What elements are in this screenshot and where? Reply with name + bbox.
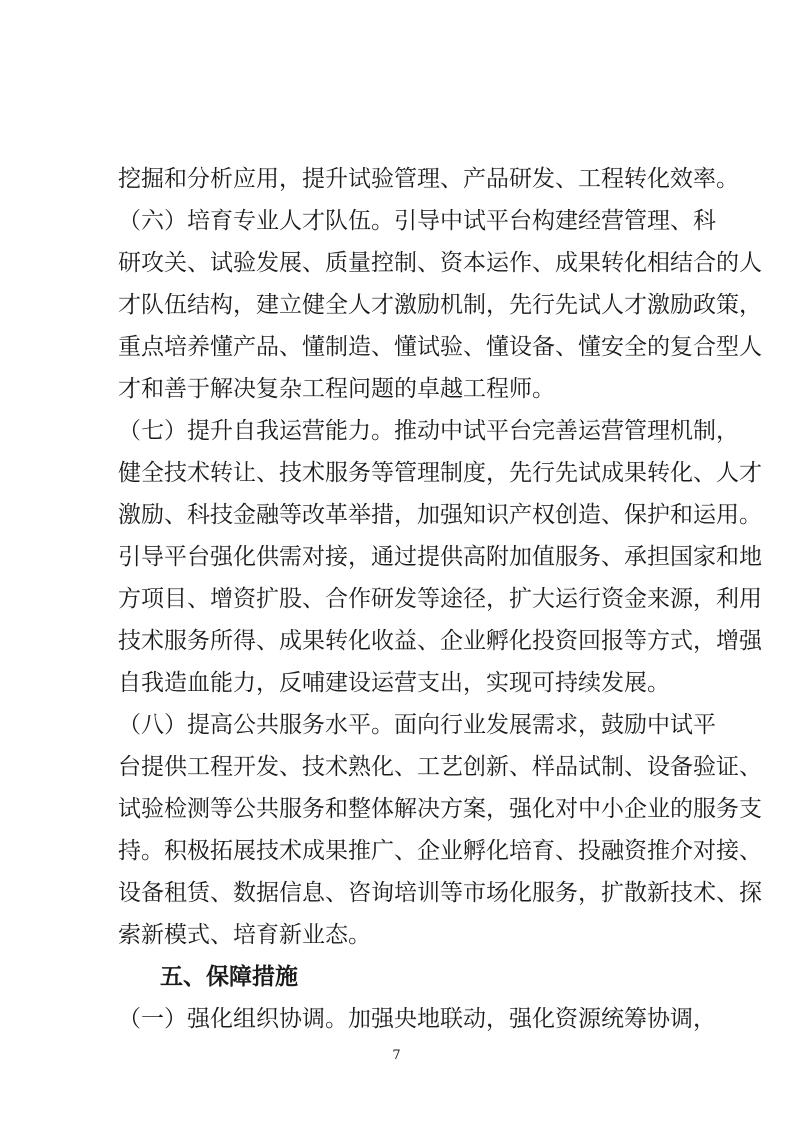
paragraph-line: 试验检测等公共服务和整体解决方案，强化对中小企业的服务支 xyxy=(118,796,762,822)
paragraph-line: （七）提升自我运营能力。推动中试平台完善运营管理机制， xyxy=(118,418,739,444)
paragraph-line: 健全技术转让、技术服务等管理制度，先行先试成果转化、人才 xyxy=(118,460,762,486)
paragraph-line: 研攻关、试验发展、质量控制、资本运作、成果转化相结合的人 xyxy=(118,250,762,276)
paragraph-line: （一）强化组织协调。加强央地联动，强化资源统筹协调， xyxy=(118,1006,716,1032)
paragraph-line: 方项目、增资扩股、合作研发等途径，扩大运行资金来源，利用 xyxy=(118,586,762,612)
paragraph-line: 激励、科技金融等改革举措，加强知识产权创造、保护和运用。 xyxy=(118,502,762,528)
paragraph-line: 技术服务所得、成果转化收益、企业孵化投资回报等方式，增强 xyxy=(118,628,762,654)
page-number: 7 xyxy=(392,1048,401,1063)
paragraph-line: 索新模式、培育新业态。 xyxy=(118,922,371,948)
paragraph-line: （六）培育专业人才队伍。引导中试平台构建经营管理、科 xyxy=(118,208,716,234)
paragraph-line: 挖掘和分析应用，提升试验管理、产品研发、工程转化效率。 xyxy=(118,166,739,192)
paragraph-line: 持。积极拓展技术成果推广、企业孵化培育、投融资推介对接、 xyxy=(118,838,762,864)
section-heading: 五、保障措施 xyxy=(160,964,298,990)
paragraph-line: 设备租赁、数据信息、咨询培训等市场化服务，扩散新技术、探 xyxy=(118,880,762,906)
paragraph-line: 自我造血能力，反哺建设运营支出，实现可持续发展。 xyxy=(118,670,670,696)
paragraph-line: 台提供工程开发、技术熟化、工艺创新、样品试制、设备验证、 xyxy=(118,754,762,780)
paragraph-line: 才和善于解决复杂工程问题的卓越工程师。 xyxy=(118,376,555,402)
paragraph-line: （八）提高公共服务水平。面向行业发展需求，鼓励中试平 xyxy=(118,712,716,738)
paragraph-line: 引导平台强化供需对接，通过提供高附加值服务、承担国家和地 xyxy=(118,544,762,570)
paragraph-line: 重点培养懂产品、懂制造、懂试验、懂设备、懂安全的复合型人 xyxy=(118,334,762,360)
paragraph-line: 才队伍结构，建立健全人才激励机制，先行先试人才激励政策， xyxy=(118,292,762,318)
